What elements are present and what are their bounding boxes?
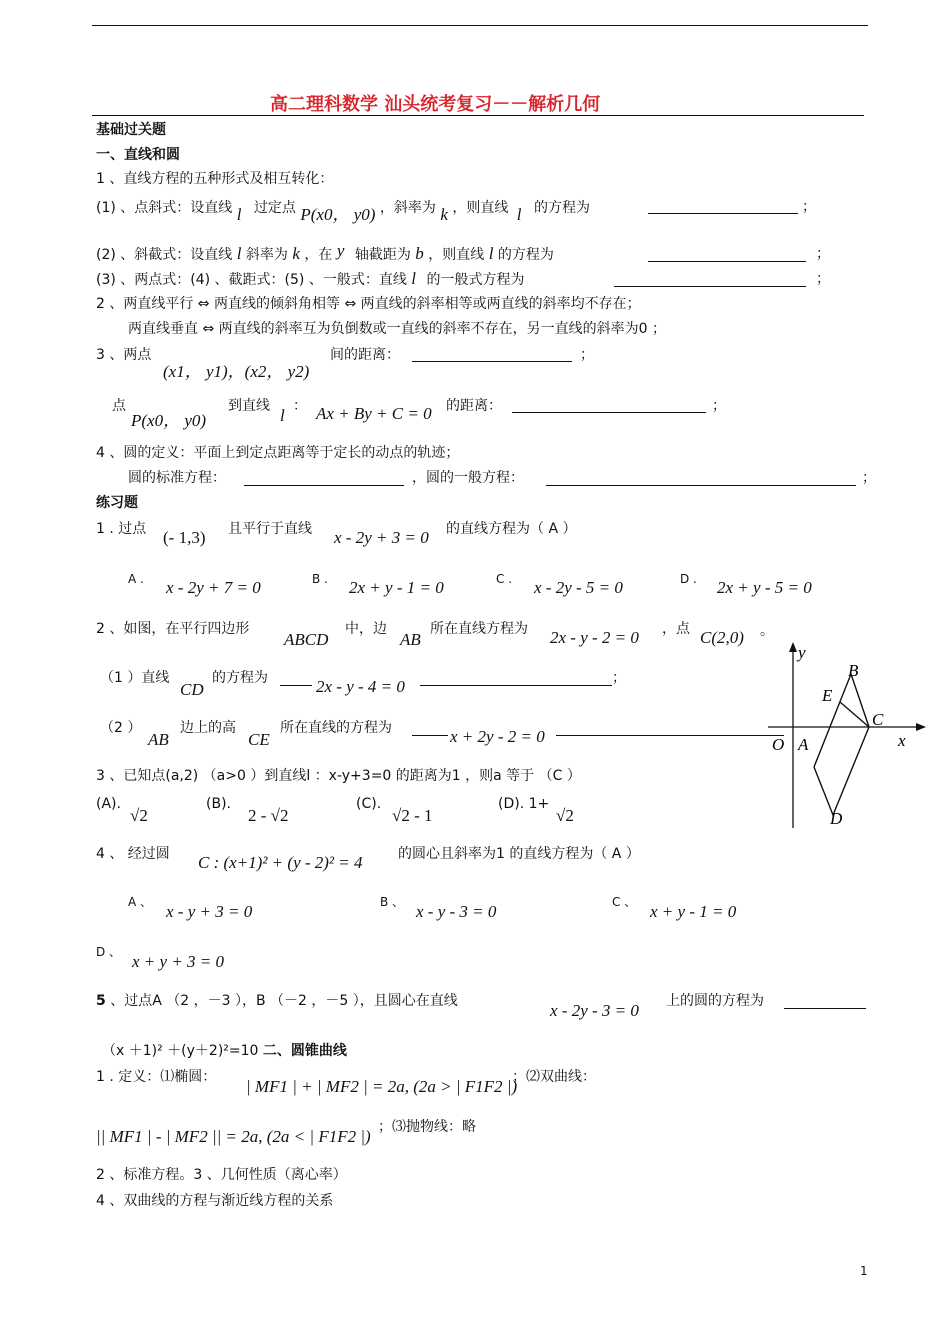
ex1-opt-a: x - 2y + 7 = 0 [166, 578, 261, 597]
ex3-opt-d-label: (D). 1+ [498, 796, 550, 812]
item-4a: 4 、圆的定义：平面上到定点距离等于定长的动点的轨迹； [96, 445, 460, 461]
ex2-2-mid2: 所在直线的方程为 [280, 720, 392, 736]
math-ab-equation: 2x - y - 2 = 0 [550, 628, 639, 647]
ex2-pre: 2 、如图，在平行四边形 [96, 621, 250, 637]
ex5-answer-line [102, 1042, 347, 1060]
blank-answer [280, 685, 312, 686]
item-2a: 2 、两直线平行 ⇔ 两直线的倾斜角相等 ⇔ 两直线的斜率相等或两直线的斜率均不存在； [96, 296, 641, 312]
item-1: 1 、直线方程的五种形式及相互转化： [96, 171, 334, 187]
semicolon: ； [816, 271, 830, 287]
math-ab: AB [400, 630, 421, 649]
ex4-opt-b-label: B 、 [380, 895, 405, 909]
text: (3) 、两点式：(4) 、截距式：(5) 、一般式：直线 [96, 272, 407, 288]
ex1-opt-d: 2x + y - 5 = 0 [717, 578, 812, 597]
math-ab: AB [148, 730, 169, 749]
math-cd: CD [180, 680, 204, 699]
conic-item-4: 4 、双曲线的方程与渐近线方程的关系 [96, 1193, 334, 1209]
text: ，斜率为 [379, 200, 436, 216]
ex2-2-pre: （2 ） [100, 720, 142, 736]
label-x: x [898, 731, 906, 750]
text: 过定点 [253, 200, 296, 216]
math-ellipse-def: | MF1 | + | MF2 | = 2a, (2a > | F1F2 |) [246, 1077, 518, 1096]
text: ，则直线 [452, 200, 509, 216]
ex1-mid: 且平行于直线 [228, 521, 312, 537]
math-hyperbola-def: || MF1 | - | MF2 || = 2a, (2a < | F1F2 |) [96, 1127, 371, 1146]
math-point-c: C(2,0) [700, 628, 744, 647]
point-to-line-pre: 点 [112, 398, 126, 414]
ex5-number: 5 [96, 993, 106, 1009]
math-point: P(x0， y0) [131, 411, 207, 430]
math-point: (- 1,3) [163, 528, 206, 547]
ex4-opt-b: x - y - 3 = 0 [416, 902, 497, 921]
ex2-2-mid: 边上的高 [180, 720, 236, 736]
math-l: l [411, 269, 417, 288]
top-rule [92, 25, 868, 26]
parallelogram-figure [760, 640, 930, 830]
blank-answer [420, 685, 612, 686]
ex2-end: 。 [760, 623, 774, 639]
ex5-answer: （x ＋1)² ＋(y＋2)²=10 [102, 1043, 259, 1059]
text: (1) 、点斜式：设直线 [96, 200, 233, 216]
ex3-opt-b-label: (B). [206, 796, 231, 812]
ex5 [96, 992, 458, 1010]
ex2-mid2: 所在直线方程为 [430, 621, 528, 637]
ex3-opt-a-label: (A). [96, 796, 121, 812]
math-line: x - 2y + 3 = 0 [334, 528, 429, 547]
ex4-end: 的圆心且斜率为1 的直线方程为（ A ） [398, 846, 640, 862]
math-point: P(x0， y0) [300, 205, 376, 224]
ex1-opt-c: x - 2y - 5 = 0 [534, 578, 623, 597]
blank-general-form [614, 286, 806, 287]
ex1-opt-b-label: B . [312, 572, 328, 586]
item-3-end: 间的距离： [330, 347, 400, 363]
text: ： [293, 398, 307, 414]
math-l: l [280, 406, 285, 425]
ex4-opt-a: x - y + 3 = 0 [166, 902, 253, 921]
ex3-opt-c: √2 - 1 [392, 806, 433, 825]
semicolon: ； [580, 347, 594, 363]
ex1-pre: 1 . 过点 [96, 521, 147, 537]
label-b: B [848, 661, 859, 680]
ex3-opt-a: √2 [130, 806, 148, 825]
conic-item-2: 2 、标准方程。3 、几何性质（离心率） [96, 1167, 347, 1183]
text: 、过点A （2 ，－3 ），B （－2 ，－5 ），且圆心在直线 [105, 993, 458, 1009]
label-o: O [772, 735, 785, 754]
blank-point-line-distance [512, 412, 706, 413]
math-ce: CE [248, 730, 270, 749]
ex4-opt-a-label: A 、 [128, 895, 153, 909]
math-circle: C : (x+1)² + (y - 2)² = 4 [198, 853, 363, 872]
math-l: l [516, 205, 522, 224]
label-e: E [822, 686, 833, 705]
math-two-points: (x1， y1)，(x2， y2) [163, 362, 310, 381]
blank-answer [556, 735, 784, 736]
text: 到直线 [228, 398, 270, 414]
text: (2) 、斜截式：设直线 [96, 247, 233, 263]
ex1-opt-c-label: C . [496, 572, 513, 586]
ex2-c-pre: ，点 [662, 621, 690, 637]
ex4-opt-d: x + y + 3 = 0 [132, 952, 225, 971]
x-axis-arrow [916, 723, 926, 731]
item-4b-pre: 圆的标准方程： [128, 470, 226, 486]
text: 的方程为 [497, 247, 554, 263]
text: 的距离： [446, 398, 502, 414]
ex2-1-mid: 的方程为 [212, 670, 268, 686]
semicolon: ； [816, 246, 830, 262]
title-underline [92, 115, 864, 116]
blank-standard-circle [244, 485, 404, 486]
ex3: 3 、已知点(a,2) （a>0 ）到直线l ：x-y+3=0 的距离为1 ，则a 等于 （C ） [96, 768, 581, 784]
math-line-equation: Ax + By + C = 0 [316, 404, 432, 423]
label-d: D [830, 809, 843, 828]
ex1-opt-b: 2x + y - 1 = 0 [349, 578, 444, 597]
math-b: b [415, 244, 424, 263]
semicolon: ； [712, 398, 726, 414]
item-4b-mid: ，圆的一般方程： [412, 470, 524, 486]
subheading-lines-circles: 一、直线和圆 [96, 147, 180, 163]
ex1-opt-a-label: A . [128, 572, 144, 586]
section-heading-practice: 练习题 [96, 495, 138, 511]
text: ，在 [304, 247, 333, 263]
math-abcd: ABCD [284, 630, 329, 649]
slope-intercept-line [96, 241, 554, 264]
text: 斜率为 [245, 247, 288, 263]
ex4-opt-c-label: C 、 [612, 895, 637, 909]
text: 的方程为 [533, 200, 590, 216]
page-number: 1 [860, 1264, 868, 1278]
math-l: l [488, 244, 494, 263]
semicolon: ； [862, 470, 876, 486]
ex3-opt-b: 2 - √2 [248, 806, 289, 825]
subheading-conics: 二、圆锥曲线 [262, 1043, 347, 1059]
ex4-pre: 4 、 经过圆 [96, 846, 170, 862]
math-l: l [236, 205, 242, 224]
conic-def-end: ；⑶抛物线：略 [378, 1119, 476, 1135]
point-slope-line [96, 198, 590, 224]
blank-general-circle [546, 485, 856, 486]
ex2-mid: 中，边 [345, 621, 387, 637]
label-c: C [872, 710, 884, 729]
ex2-2-answer: x + 2y - 2 = 0 [450, 727, 545, 746]
general-form-line [96, 270, 524, 289]
label-y: y [798, 643, 806, 662]
math-line: x - 2y - 3 = 0 [550, 1001, 639, 1020]
y-axis-arrow [789, 642, 797, 652]
blank-slope-intercept [648, 261, 806, 262]
conic-def-pre: 1 . 定义：⑴椭圆： [96, 1069, 217, 1085]
ex5-end: 上的圆的方程为 [666, 993, 764, 1009]
conic-def-mid: ；⑵双曲线： [512, 1069, 596, 1085]
blank-answer [784, 1008, 866, 1009]
math-y: y [336, 241, 345, 260]
math-k: k [292, 244, 300, 263]
ex1-end: 的直线方程为（ A ） [446, 521, 577, 537]
blank-point-slope [648, 213, 798, 214]
semicolon: ； [612, 670, 626, 686]
text: ，则直线 [428, 247, 485, 263]
page-title: 高二理科数学 汕头统考复习－－解析几何 [270, 94, 601, 115]
ex4-opt-c: x + y - 1 = 0 [650, 902, 737, 921]
item-3-pre: 3 、两点 [96, 347, 152, 363]
label-a: A [798, 735, 809, 754]
semicolon: ； [802, 199, 816, 215]
section-heading-basic: 基础过关题 [96, 122, 166, 138]
text: 轴截距为 [354, 247, 411, 263]
ex3-opt-d: √2 [556, 806, 574, 825]
math-k: k [440, 205, 448, 224]
blank-answer [412, 735, 448, 736]
ex3-opt-c-label: (C). [356, 796, 382, 812]
text: 的一般式方程为 [426, 272, 525, 288]
ex2-1-pre: （1 ）直线 [100, 670, 170, 686]
math-l: l [236, 244, 242, 263]
ex2-1-answer: 2x - y - 4 = 0 [316, 677, 405, 696]
ex1-opt-d-label: D . [680, 572, 697, 586]
blank-distance [412, 361, 572, 362]
item-2b: 两直线垂直 ⇔ 两直线的斜率互为负倒数或一直线的斜率不存在，另一直线的斜率为0 ； [128, 321, 666, 337]
ex4-opt-d-label: D 、 [96, 945, 122, 959]
